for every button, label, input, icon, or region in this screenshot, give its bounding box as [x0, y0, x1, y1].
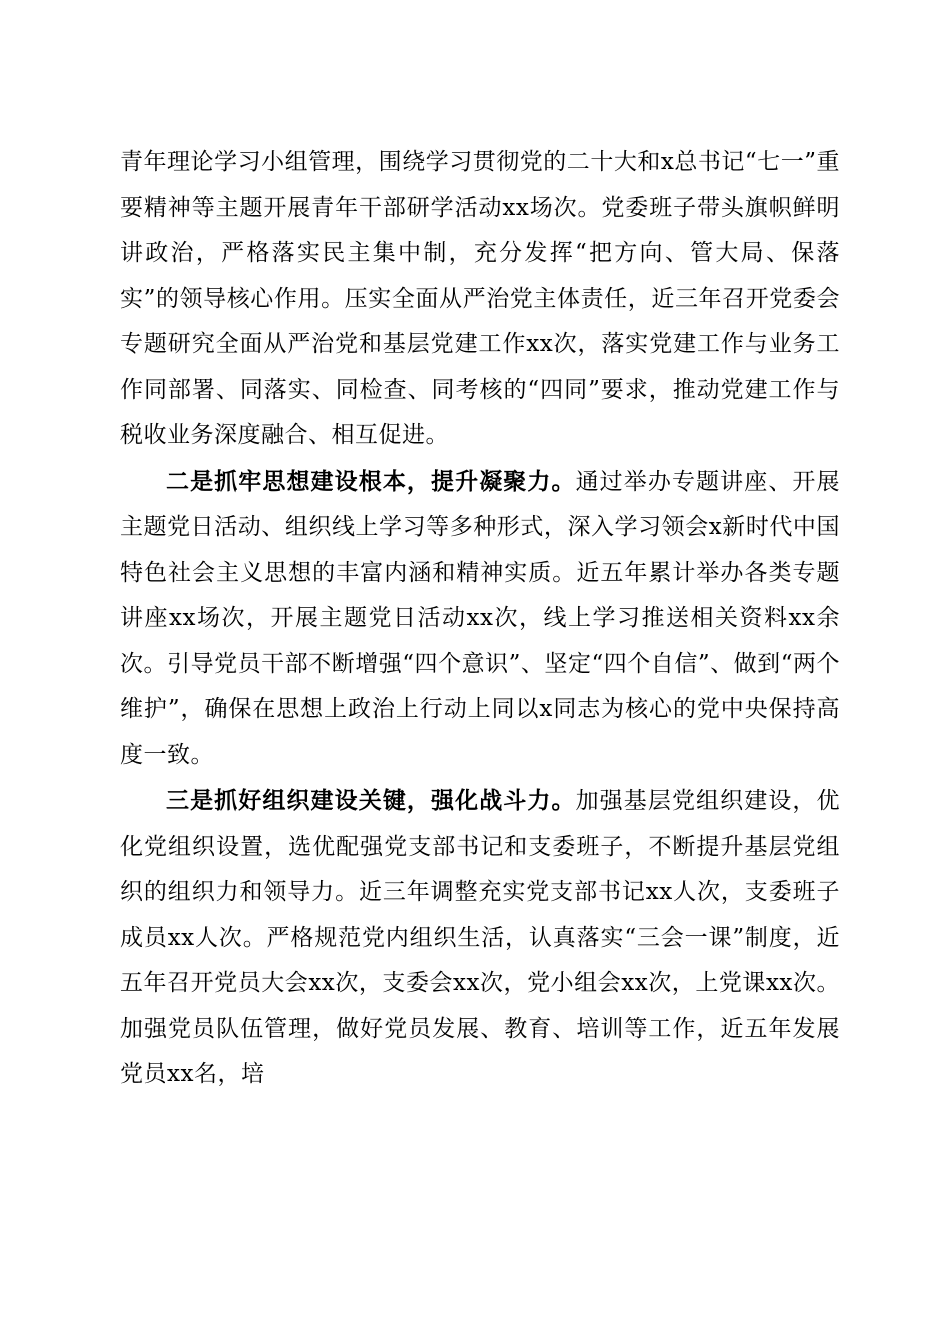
- paragraph-3-text: 加强基层党组织建设，优化党组织设置，选优配强党支部书记和支委班子，不断提升基层党组织的组织力和领导力。近三年调整充实党支部书记xx人次，支委班子成员xx人次。严格规范党内组织生活，认真落实“三会一课”制度，近五年召开党员大会xx次，支委会xx次，党小组会xx次，上党课xx次。加强党员队伍管理，做好党员发展、教育、培训等工作，近五年发展党员xx名，培: [120, 788, 841, 1087]
- paragraph-3: [120, 778, 840, 1098]
- document-page: [120, 140, 840, 1098]
- paragraph-3-lead: 三是抓好组织建设关键，强化战斗力。: [166, 787, 576, 814]
- paragraph-1-text: 青年理论学习小组管理，围绕学习贯彻党的二十大和x总书记“七一”重要精神等主题开展青年干部研学活动xx场次。党委班子带头旗帜鲜明讲政治，严格落实民主集中制，充分发挥“把方向、管大局、保落实”的领导核心作用。压实全面从严治党主体责任，近三年召开党委会专题研究全面从严治党和基层党建工作xx次，落实党建工作与业务工作同部署、同落实、同检查、同考核的“四同”要求，推动党建工作与税收业务深度融合、相互促进。: [120, 149, 840, 448]
- paragraph-1: [120, 140, 840, 459]
- paragraph-2-text: 通过举办专题讲座、开展主题党日活动、组织线上学习等多种形式，深入学习领会x新时代中国特色社会主义思想的丰富内涵和精神实质。近五年累计举办各类专题讲座xx场次，开展主题党日活动xx次，线上学习推送相关资料xx余次。引导党员干部不断增强“四个意识”、坚定“四个自信”、做到“两个维护”，确保在思想上政治上行动上同以x同志为核心的党中央保持高度一致。: [120, 468, 841, 768]
- paragraph-2-lead: 二是抓牢思想建设根本，提升凝聚力。: [166, 467, 576, 495]
- paragraph-2: [120, 459, 840, 779]
